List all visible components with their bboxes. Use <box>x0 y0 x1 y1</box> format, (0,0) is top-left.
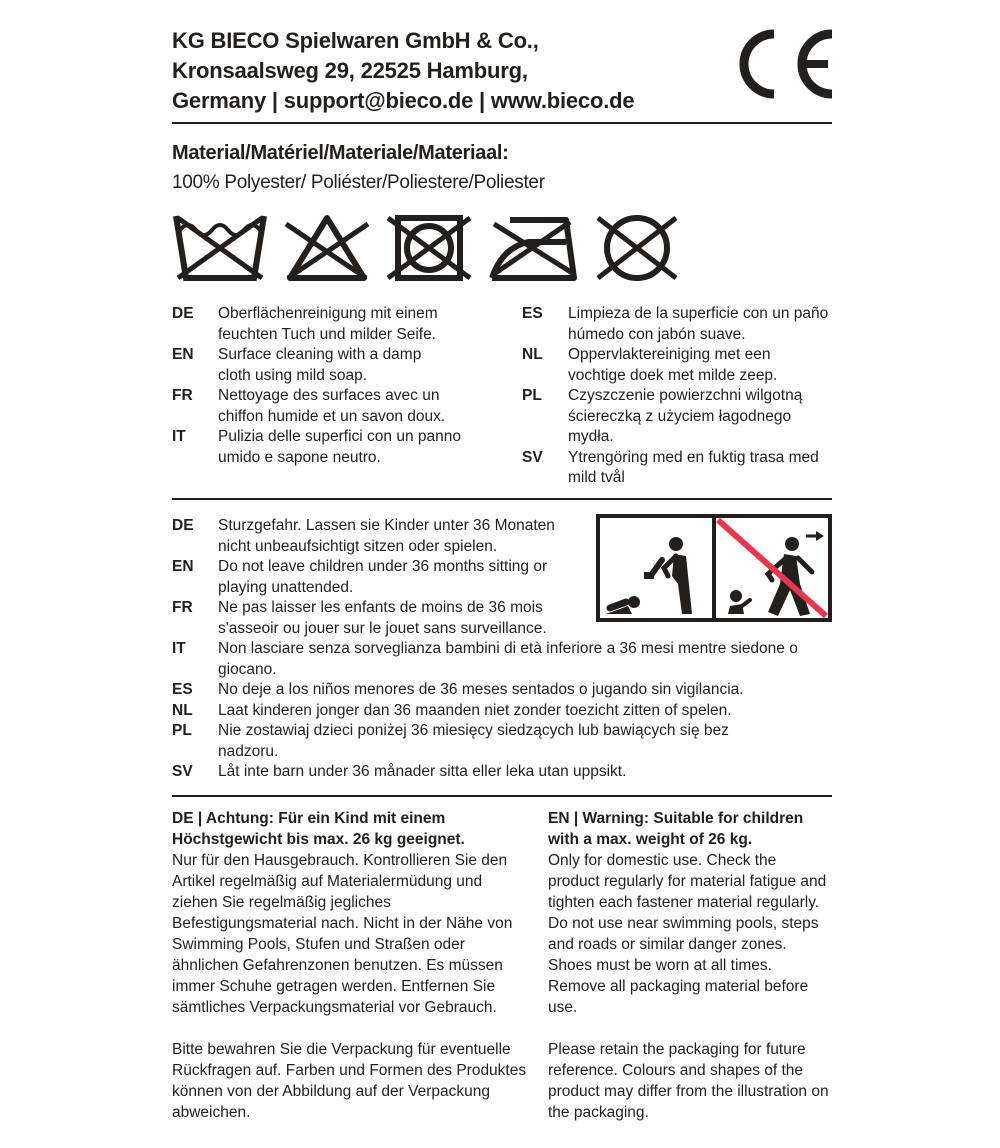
warning-text: Non lasciare senza sorveglianza bambini di età inferiore a 36 mesi mentre siedone o giocano. <box>218 640 798 678</box>
care-text: Czyszczenie powierzchni wilgotną ściereczką z użyciem łagodnego mydła. <box>568 387 803 445</box>
warning-en-body: Only for domestic use. Check the product regularly for material fatigue and tighten each fastener material regularly. Do not use near swimming pools, steps and roads or similar danger zones. Shoes must be worn at all times. Remove all packaging material before use. <box>548 852 827 1016</box>
warning-en-note: Please retain the packaging for future reference. Colours and shapes of the product may differ from the illustration on the packaging. <box>548 1041 829 1121</box>
material-composition: 100% Polyester/ Poliéster/Poliestere/Poliester <box>172 172 545 193</box>
warning-text: Do not leave children under 36 months sitting or playing unattended. <box>218 558 548 596</box>
warning-row <box>172 721 832 762</box>
lang-code: NL <box>522 346 543 363</box>
warning-en-column <box>548 808 832 1123</box>
address-line: Kronsaalsweg 29, 22525 Hamburg, <box>172 58 528 83</box>
warning-de-note: Bitte bewahren Sie die Verpackung für eventuelle Rückfragen auf. Farben und Formen des Produktes können von der Abbildung auf der Verpackung abweichen. <box>172 1041 527 1121</box>
care-row <box>172 345 502 386</box>
divider <box>172 498 832 500</box>
do-not-bleach-icon <box>284 212 370 284</box>
do-not-dry-clean-icon <box>594 212 680 284</box>
do-not-tumble-dry-icon <box>386 212 472 284</box>
do-not-iron-icon <box>488 212 580 284</box>
care-text: Limpieza de la superficie con un paño húmedo con jabón suave. <box>568 305 829 343</box>
address-line: KG BIECO Spielwaren GmbH & Co., <box>172 28 539 53</box>
lang-code: SV <box>522 448 543 466</box>
lang-code: ES <box>522 305 543 322</box>
lang-code: ES <box>172 681 193 698</box>
warning-text: Laat kinderen jonger dan 36 maanden niet zonder toezicht zitten of spelen. <box>218 701 732 719</box>
care-instructions-left <box>172 304 502 468</box>
care-row <box>172 386 502 427</box>
lang-code: DE <box>172 517 194 534</box>
care-row <box>172 304 502 345</box>
warning-de-heading: DE | Achtung: Für ein Kind mit einem Höchstgewicht bis max. 26 kg geeignet. <box>172 810 465 848</box>
warning-de-column <box>172 808 530 1123</box>
care-row <box>522 345 852 386</box>
lang-code: PL <box>522 387 542 404</box>
do-not-wash-icon <box>172 212 268 284</box>
warning-text: Sturzgefahr. Lassen sie Kinder unter 36 Monaten nicht unbeaufsichtigt sitzen oder spielen. <box>218 517 555 555</box>
supervision-pictogram <box>596 514 832 622</box>
warning-row <box>172 762 832 783</box>
care-text: Oppervlaktereiniging met een vochtige doek met milde zeep. <box>568 346 778 384</box>
care-text: Pulizia delle superfici con un panno umido e sapone neutro. <box>218 428 461 466</box>
lang-code: NL <box>172 701 193 719</box>
lang-code: FR <box>172 387 193 404</box>
lang-code: EN <box>172 558 194 575</box>
material-title: Material/Matériel/Materiale/Materiaal: <box>172 142 509 164</box>
lang-code: DE <box>172 305 194 322</box>
care-text: Ytrengöring med en fuktig trasa med mild tvål <box>568 448 819 486</box>
manufacturer-address <box>172 26 712 116</box>
lang-code: EN <box>172 346 194 363</box>
lang-code: PL <box>172 722 192 739</box>
divider <box>172 122 832 124</box>
care-row <box>522 304 852 345</box>
lang-code: SV <box>172 763 193 780</box>
care-symbols <box>172 212 682 284</box>
warning-en-heading: EN | Warning: Suitable for children with a max. weight of 26 kg. <box>548 810 804 848</box>
lang-code: IT <box>172 428 186 445</box>
divider <box>172 795 832 797</box>
warning-text: Ne pas laisser les enfants de moins de 36 mois s'asseoir ou jouer sur le jouet sans surveillance. <box>218 599 547 637</box>
lang-code: FR <box>172 599 193 616</box>
warning-row <box>172 680 832 701</box>
warning-row <box>172 639 832 680</box>
warning-text: No deje a los niños menores de 36 meses sentados o jugando sin vigilancia. <box>218 681 744 698</box>
care-instructions-right <box>522 304 852 489</box>
care-row <box>172 427 502 468</box>
warning-de-body: Nur für den Hausgebrauch. Kontrollieren Sie den Artikel regelmäßig auf Materialermüdung und ziehen Sie regelmäßig jegliches Befestigungsmaterial nach. Nicht in der Nähe von Swimming Pools, Stufen und Straßen oder ähnlichen Gefahrenzonen benutzen. Es müssen immer Schuhe getragen werden. Entfernen Sie sämtliches Verpackungsmaterial vor Gebrauch. <box>172 852 513 1016</box>
lang-code: IT <box>172 640 186 657</box>
care-text: Oberflächenreinigung mit einem feuchten Tuch und milder Seife. <box>218 305 438 343</box>
care-text: Surface cleaning with a damp cloth using mild soap. <box>218 346 422 384</box>
warning-text: Nie zostawiaj dzieci poniżej 36 miesięcy siedzących lub bawiących się bez nadzoru. <box>218 722 729 760</box>
warning-text: Låt inte barn under 36 månader sitta eller leka utan uppsikt. <box>218 763 627 780</box>
care-row <box>522 386 852 448</box>
warning-row <box>172 701 832 722</box>
address-line: Germany | support@bieco.de | www.bieco.de <box>172 88 635 113</box>
care-row <box>522 448 852 489</box>
care-text: Nettoyage des surfaces avec un chiffon humide et un savon doux. <box>218 387 446 425</box>
ce-mark-icon <box>726 28 836 100</box>
